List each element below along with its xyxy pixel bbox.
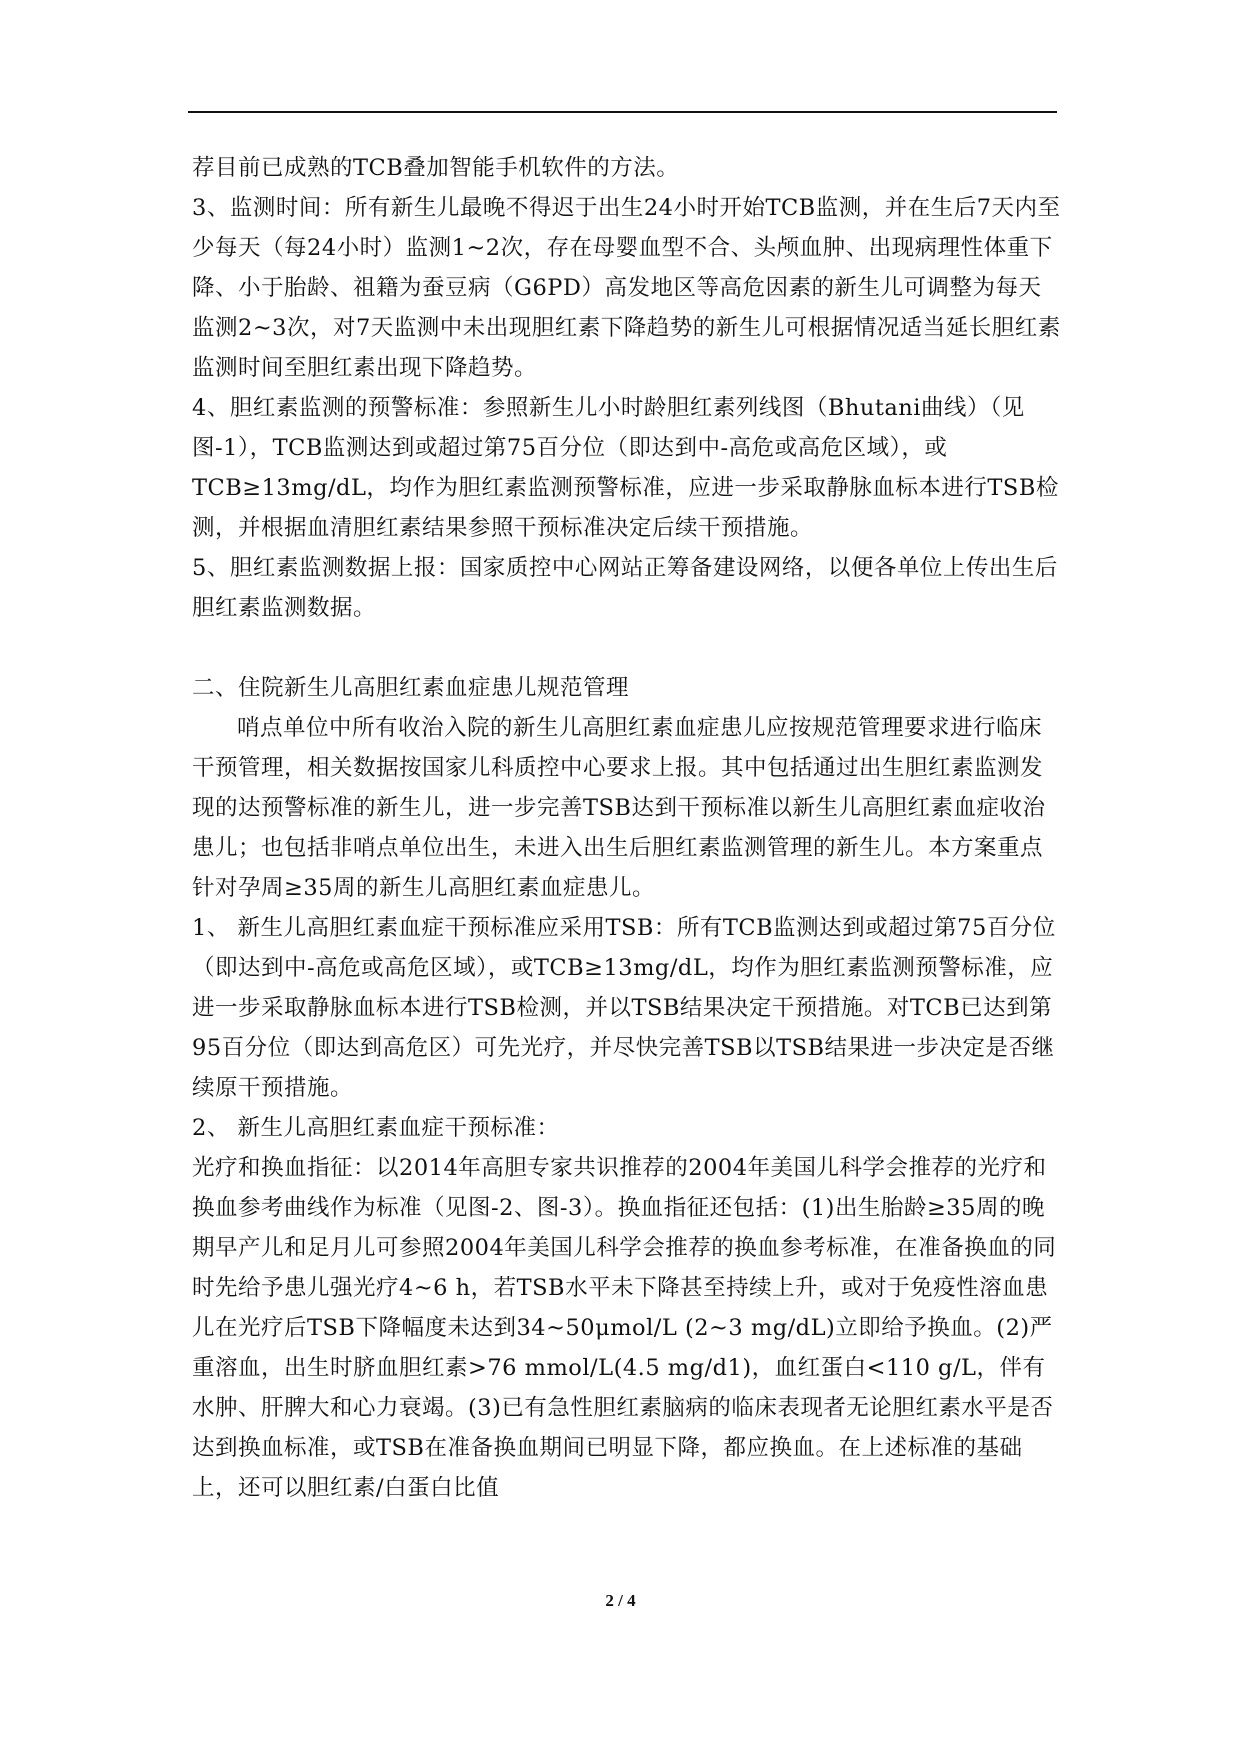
paragraph-phototherapy-exchange: 光疗和换血指征：以2014年高胆专家共识推荐的2004年美国儿科学会推荐的光疗和换血参考曲线作为标准（见图-2、图-3）。换血指征还包括：(1)出生胎龄≥35周的晚期早产儿和足月儿可参照2004年美国儿科学会推荐的换血参考标准，在准备换血的同时先给予患儿强光疗4~6 h，若TSB水平未下降甚至持续上升，或对于免疫性溶血患儿在光疗后TSB下降幅度未达到34~50μmol/L (2~3 mg/dL)立即给予换血。(2)严重溶血，出生时脐血胆红素>76 mmol/L(4.5 mg/d1)，血红蛋白<110 g/L，伴有水肿、肝脾大和心力衰竭。(3)已有急性胆红素脑病的临床表现者无论胆红素水平是否达到换血标准，或TSB在准备换血期间已明显下降，都应换血。在上述标准的基础上，还可以胆红素/白蛋白比值 — [192, 1155, 1057, 1501]
paragraph-monitoring-time: 3、监测时间：所有新生儿最晚不得迟于出生24小时开始TCB监测，并在生后7天内至少每天（每24小时）监测1~2次，存在母婴血型不合、头颅血肿、出现病理性体重下降、小于胎龄、祖籍为蚕豆病（G6PD）高发地区等高危因素的新生儿可调整为每天监测2~3次，对7天监测中未出现胆红素下降趋势的新生儿可根据情况适当延长胆红素监测时间至胆红素出现下降趋势。 — [192, 195, 1061, 381]
paragraph-data-reporting: 5、胆红素监测数据上报：国家质控中心网站正筹备建设网络，以便各单位上传出生后胆红素监测数据。 — [192, 555, 1058, 621]
page-number: 2 / 4 — [605, 1591, 636, 1610]
section-title: 二、住院新生儿高胆红素血症患儿规范管理 — [192, 675, 630, 701]
header-rule — [188, 111, 1057, 113]
paragraph-intervention-tsb: 1、 新生儿高胆红素血症干预标准应采用TSB：所有TCB监测达到或超过第75百分位（即达到中-高危或高危区域），或TCB≥13mg/dL，均作为胆红素监测预警标准，应进一步采取静脉血标本进行TSB检测，并以TSB结果决定干预措施。对TCB已达到第95百分位（即达到高危区）可先光疗，并尽快完善TSB以TSB结果进一步决定是否继续原干预措施。 — [192, 915, 1056, 1101]
paragraph-warning-standard: 4、胆红素监测的预警标准：参照新生儿小时龄胆红素列线图（Bhutani曲线）（见图-1），TCB监测达到或超过第75百分位（即达到中-高危或高危区域），或TCB≥13mg/dL，均作为胆红素监测预警标准，应进一步采取静脉血标本进行TSB检测，并根据血清胆红素结果参照干预标准决定后续干预措施。 — [192, 395, 1059, 541]
document-body — [192, 148, 1064, 1508]
paragraph-intervention-standard: 2、 新生儿高胆红素血症干预标准： — [192, 1115, 560, 1141]
paragraph-section-intro: 哨点单位中所有收治入院的新生儿高胆红素血症患儿应按规范管理要求进行临床干预管理，相关数据按国家儿科质控中心要求上报。其中包括通过出生胆红素监测发现的达预警标准的新生儿，进一步完善TSB达到干预标准以新生儿高胆红素血症收治患儿；也包括非哨点单位出生，未进入出生后胆红素监测管理的新生儿。本方案重点针对孕周≥35周的新生儿高胆红素血症患儿。 — [192, 715, 1046, 901]
paragraph-continuation: 荐目前已成熟的TCB叠加智能手机软件的方法。 — [192, 155, 680, 181]
